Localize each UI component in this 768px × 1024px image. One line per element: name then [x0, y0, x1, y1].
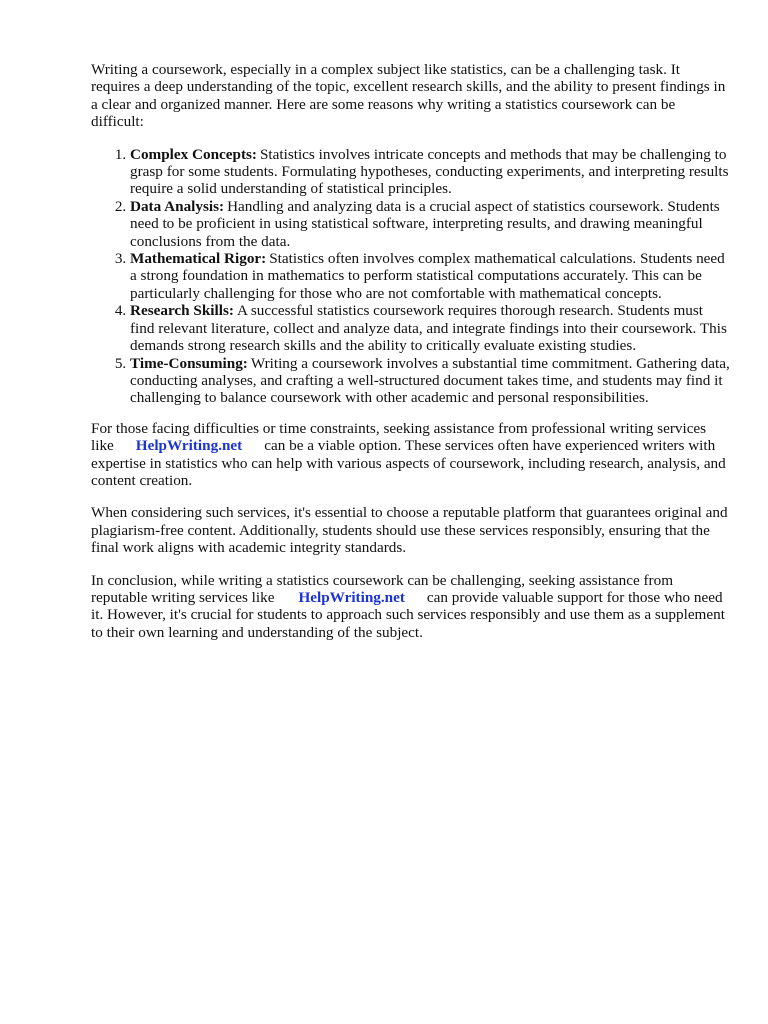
list-item-text: Statistics involves intricate concepts and methods that may be challenging to grasp for some students. Formulating hypotheses, conducting experiments, and interpreting results require a solid understanding of statistical principles. [130, 145, 729, 198]
list-item-term: Mathematical Rigor: [130, 250, 267, 268]
list-item-text: Writing a coursework involves a substantial time commitment. Gathering data, conducting analyses, and crafting a well-structured document takes time, and students may find it challenging to balance coursework with other academic and personal responsibilities. [130, 354, 730, 407]
helpwriting-link[interactable]: HelpWriting.net [135, 437, 243, 455]
list-item-text: Handling and analyzing data is a crucial aspect of statistics coursework. Students need to be proficient in using statistical software, interpreting results, and drawing meaningful conclusions from the data. [130, 197, 720, 250]
list-item-term: Data Analysis: [130, 197, 225, 215]
list-item-text: A successful statistics coursework requires thorough research. Students must find relevant literature, collect and analyze data, and integrate findings into their coursework. This demands strong research skills and the ability to critically evaluate existing studies. [130, 302, 727, 355]
reasons-list [91, 146, 731, 407]
services-paragraph [91, 420, 731, 490]
conclusion-paragraph [91, 572, 731, 642]
intro-paragraph: Writing a coursework, especially in a complex subject like statistics, can be a challenging task. It requires a deep understanding of the topic, excellent research skills, and the ability to present findings in a clear and organized manner. Here are some reasons why writing a statistics coursework can be difficult: [91, 61, 726, 131]
list-item-term: Time-Consuming: [130, 354, 248, 372]
list-item [130, 146, 731, 198]
list-item-text: Statistics often involves complex mathematical calculations. Students need a strong foundation in mathematics to perform statistical computations accurately. This can be particularly challenging for those who are not comfortable with mathematical concepts. [130, 250, 725, 302]
list-item [130, 250, 731, 302]
conclusion-text-before: In conclusion, while writing a statistics coursework can be challenging, seeking assistance from reputable writing services like [91, 571, 674, 606]
list-item-term: Complex Concepts: [130, 145, 257, 163]
services-text-after: can be a viable option. These services often have experienced writers with expertise in statistics who can help with various aspects of coursework, including research, analysis, and content creation. [91, 437, 726, 489]
list-item [130, 302, 731, 354]
conclusion-text-after: can provide valuable support for those who need it. However, it's crucial for students to approach such services responsibly and use them as a supplement to their own learning and understanding of the subject. [91, 588, 725, 641]
services-text-before: For those facing difficulties or time constraints, seeking assistance from professional writing services like [91, 419, 707, 455]
list-item [130, 198, 731, 250]
document-page [91, 61, 731, 656]
considerations-paragraph: When considering such services, it's essential to choose a reputable platform that guarantees original and plagiarism-free content. Additionally, students should use these services responsibly, ensuring that the final work aligns with academic integrity standards. [91, 504, 728, 557]
list-item-term: Research Skills: [130, 302, 234, 320]
list-item [130, 355, 731, 407]
helpwriting-link[interactable]: HelpWriting.net [298, 588, 405, 606]
